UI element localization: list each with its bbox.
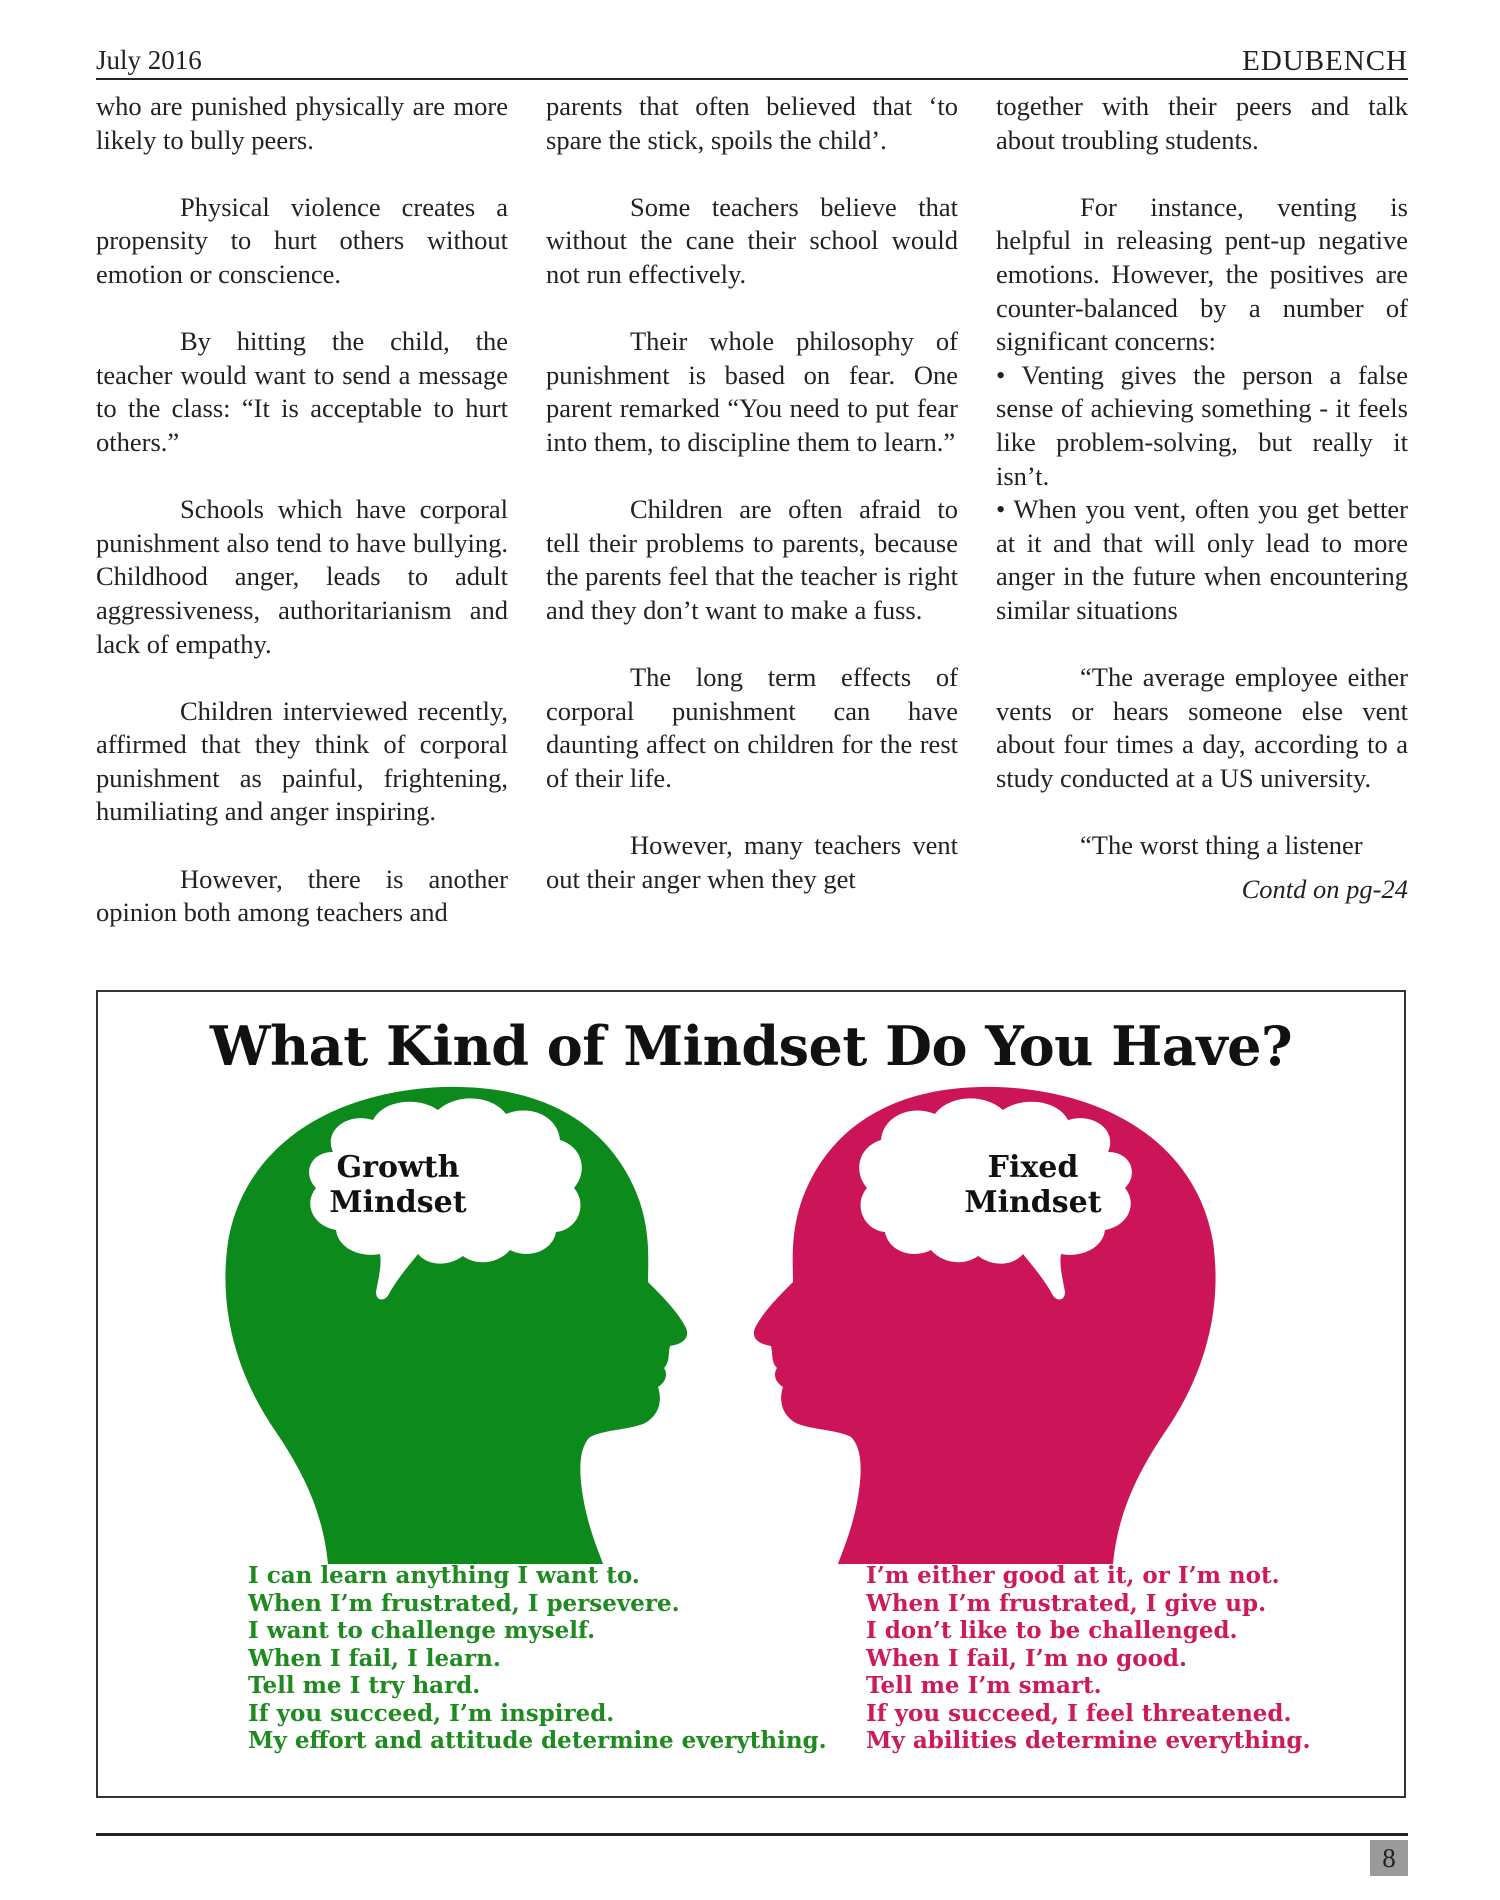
growth-statement: If you succeed, I’m inspired.: [248, 1699, 615, 1727]
fixed-statement: I don’t like to be challenged.: [866, 1617, 1238, 1644]
publication-name: EDUBENCH: [1242, 45, 1408, 77]
paragraph: By hitting the child, the teacher would want to send a message to the class: “It is acceptable to hurt others.”: [96, 326, 508, 457]
bullet-item: • When you vent, often you get better at it and that will only lead to more anger in the future when encountering similar situations: [996, 494, 1408, 625]
growth-statement: Tell me I try hard.: [248, 1672, 481, 1699]
growth-statement: When I’m frustrated, I persevere.: [248, 1589, 680, 1617]
paragraph: Children interviewed recently, affirmed that they think of corporal punishment as painful, frightening, humiliating and anger inspiring.: [96, 695, 508, 827]
article-column-1: [96, 90, 508, 963]
growth-statement: My effort and attitude determine everything.: [248, 1727, 827, 1754]
mindset-infographic: [96, 990, 1406, 1798]
fixed-statement: When I’m frustrated, I give up.: [866, 1589, 1267, 1617]
fixed-statement: I’m either good at it, or I’m not.: [866, 1562, 1280, 1589]
paragraph: who are punished physically are more likely to bully peers.: [96, 91, 508, 155]
article-column-2: [546, 90, 958, 930]
page-header: [96, 40, 1408, 80]
paragraph: Their whole philosophy of punishment is based on fear. One parent remarked “You need to put fear into them, to discipline them to learn.”: [546, 326, 958, 457]
growth-label-line2: Mindset: [329, 1185, 467, 1220]
fixed-statement: When I fail, I’m no good.: [866, 1644, 1188, 1672]
growth-statement: When I fail, I learn.: [248, 1644, 501, 1672]
paragraph: The long term effects of corporal punishment can have daunting affect on children for the rest of their life.: [546, 662, 958, 793]
growth-statements: [248, 1562, 827, 1755]
paragraph: “The worst thing a listener: [1080, 830, 1363, 861]
article-column-3: [996, 90, 1408, 906]
issue-date: July 2016: [96, 45, 202, 75]
paragraph: For instance, venting is helpful in releasing pent-up negative emotions. However, the positives are counter-balanced by a number of significant concerns:: [996, 191, 1408, 357]
page-number: 8: [1370, 1840, 1408, 1876]
paragraph: However, there is another opinion both among teachers and: [96, 863, 508, 928]
continued-note: Contd on pg-24: [1241, 873, 1408, 904]
paragraph: parents that often believed that ‘to spare the stick, spoils the child’.: [546, 91, 958, 155]
paragraph: Schools which have corporal punishment also tend to have bullying. Childhood anger, leads to adult aggressiveness, authoritarianism and lack of empathy.: [96, 494, 508, 659]
fixed-statement: If you succeed, I feel threatened.: [866, 1699, 1292, 1727]
fixed-statements: [866, 1562, 1311, 1755]
paragraph: “The average employee either vents or hears someone else vent about four times a day, according to a study conducted at a US university.: [996, 662, 1408, 793]
infographic-title: What Kind of Mindset Do You Have?: [209, 1014, 1293, 1078]
paragraph: together with their peers and talk about troubling students.: [996, 91, 1408, 155]
growth-statement: I want to challenge myself.: [248, 1617, 596, 1644]
paragraph: Physical violence creates a propensity to hurt others without emotion or conscience.: [96, 191, 508, 289]
paragraph: Children are often afraid to tell their problems to parents, because the parents feel that the teacher is right and they don’t want to make a fuss.: [546, 494, 958, 625]
footer-rule: [96, 1833, 1408, 1836]
fixed-statement: My abilities determine everything.: [866, 1727, 1311, 1754]
fixed-label-line1: Fixed: [987, 1150, 1079, 1185]
growth-label-line1: Growth: [336, 1150, 460, 1185]
growth-statement: I can learn anything I want to.: [248, 1562, 640, 1589]
paragraph: However, many teachers vent out their anger when they get: [546, 830, 958, 894]
article-body: [96, 90, 1408, 970]
bullet-item: • Venting gives the person a false sense of achieving something - it feels like problem-solving, but really it isn’t.: [996, 359, 1408, 491]
fixed-label-line2: Mindset: [964, 1185, 1102, 1220]
paragraph: Some teachers believe that without the cane their school would not run effectively.: [546, 191, 958, 289]
fixed-statement: Tell me I’m smart.: [866, 1672, 1102, 1699]
